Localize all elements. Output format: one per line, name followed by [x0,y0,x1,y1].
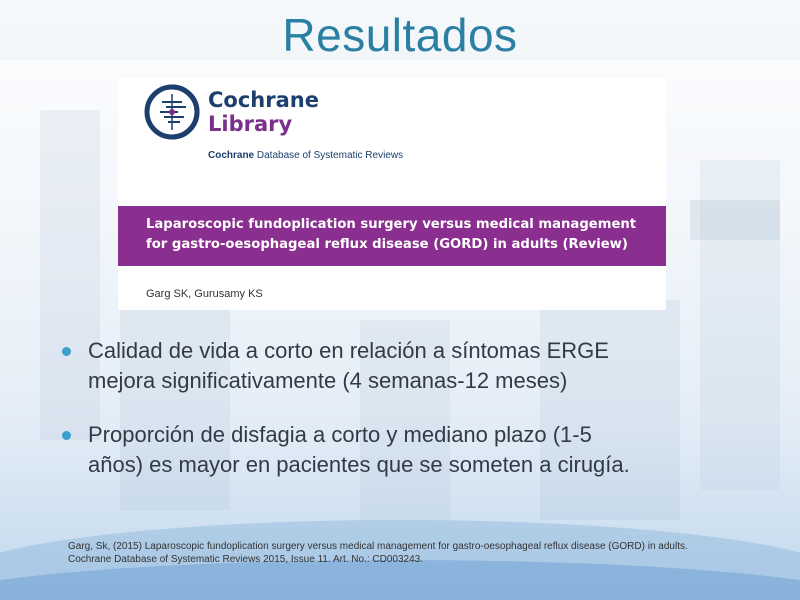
review-authors: Garg SK, Gurusamy KS [146,288,263,300]
bullet-line: Proporción de disfagia a corto y mediano plazo (1-5 [88,422,592,447]
cochrane-review-card [118,78,666,310]
review-title-line: Laparoscopic fundoplication surgery versus medical management [146,217,637,232]
review-title-line: for gastro-oesophageal reflux disease (GORD) in adults (Review) [146,237,628,252]
citation-line: Garg, Sk, (2015) Laparoscopic fundoplication surgery versus medical management for gastro-oesophageal reflux disease (GORD) in adults. [68,541,688,552]
citation-line: Cochrane Database of Systematic Reviews 2015, Issue 11. Art. No.: CD003243. [68,554,423,565]
cochrane-library-wordmark [208,88,319,136]
results-bullet [62,420,762,480]
review-title-band [118,206,666,266]
database-label-strong: Cochrane [208,150,255,161]
results-bullet [62,336,762,396]
bullet-line: mejora significativamente (4 semanas-12 meses) [88,368,568,393]
brand-library: Library [208,112,293,136]
slide-title: Resultados [282,9,518,61]
database-label-rest: Database of Systematic Reviews [254,150,404,161]
background-building [690,200,780,240]
bullet-line: años) es mayor en pacientes que se someten a cirugía. [88,452,630,477]
database-label [208,150,403,161]
bullet-dot-icon [62,431,71,440]
cochrane-logo-icon [144,84,204,140]
bullet-line: Calidad de vida a corto en relación a síntomas ERGE [88,338,609,363]
reference-citation [68,540,768,566]
brand-cochrane: Cochrane [208,88,319,112]
results-bullet-list [62,336,762,504]
bullet-dot-icon [62,347,71,356]
